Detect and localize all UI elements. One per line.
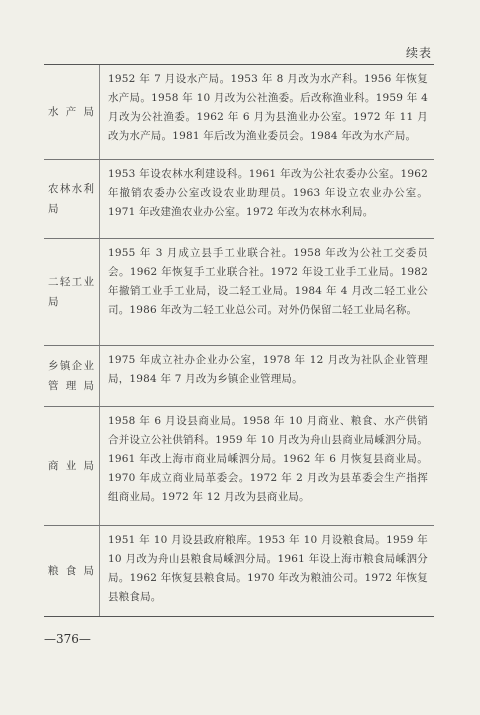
row-content: 1951 年 10 月设县政府粮库。1953 年 10 月设粮食局。1959 年 10 月改为舟山县粮食局嵊泗分局。1961 年设上海市粮食局嵊泗分局。1962 年恢复县粮食局。1970 年改为粮油公司。1972 年恢复县粮食局。 — [108, 534, 428, 603]
row-label — [44, 346, 100, 406]
table-row — [44, 346, 434, 407]
row-label — [44, 239, 100, 345]
table-row — [44, 407, 434, 526]
table-row — [44, 526, 434, 616]
continued-label: 续表 — [405, 46, 432, 60]
row-label-text: 粮食局 — [48, 565, 95, 577]
row-label-text: 水产局 — [48, 106, 95, 118]
table-row — [44, 160, 434, 239]
row-content: 1958 年 6 月设县商业局。1958 年 10 月商业、粮食、水产供销合并设立公社供销科。1959 年 10 月改为舟山县商业局嵊泗分局。1961 年改上海市商业局嵊泗分局。1962 年 6 月恢复县商业局。1970 年成立商业局革委会。1972 年 2 月改为县革委会生产指挥组商业局。1972 年 12 月改为县商业局。 — [108, 415, 428, 503]
row-content: 1955 年 3 月成立县手工业联合社。1958 年改为公社工交委员会。1962 年恢复手工业联合社。1972 年设工业手工业局。1982 年撤销工业手工业局，设二轻工业局。1984 年 4 月改二轻工业公司。1986 年改为二轻工业总公司。对外仍保留二轻工业局名称。 — [108, 247, 428, 316]
row-label-text: 农林水利局 — [48, 183, 95, 215]
row-label-text: 商业局 — [48, 460, 95, 472]
row-content: 1975 年成立社办企业办公室，1978 年 12 月改为社队企业管理局，1984 年 7 月改为乡镇企业管理局。 — [108, 354, 428, 385]
row-label — [44, 160, 100, 238]
agency-history-table — [44, 64, 434, 617]
row-label — [44, 526, 100, 616]
row-label — [44, 65, 100, 159]
row-label — [44, 407, 100, 525]
table-row — [44, 239, 434, 346]
row-label-text: 二轻工业局 — [48, 276, 95, 308]
table-row — [44, 65, 434, 160]
row-content: 1952 年 7 月设水产局。1953 年 8 月改为水产科。1956 年恢复水产局。1958 年 10 月改为公社渔委。后改称渔业科。1959 年 4 月改为公社渔委。1962 年 6 月为县渔业办公室。1972 年 11 月改为水产局。1981 年后改为渔业委员会。1984 年改为水产局。 — [108, 73, 428, 142]
row-label-text: 乡镇企业管理局 — [48, 360, 95, 392]
page-number: —376— — [44, 632, 91, 646]
row-content: 1953 年设农林水利建设科。1961 年改为公社农委办公室。1962 年撤销农委办公室改设农业助理员。1963 年设立农业办公室。1971 年改建渔农业办公室。1972 年改为农林水利局。 — [108, 168, 428, 218]
